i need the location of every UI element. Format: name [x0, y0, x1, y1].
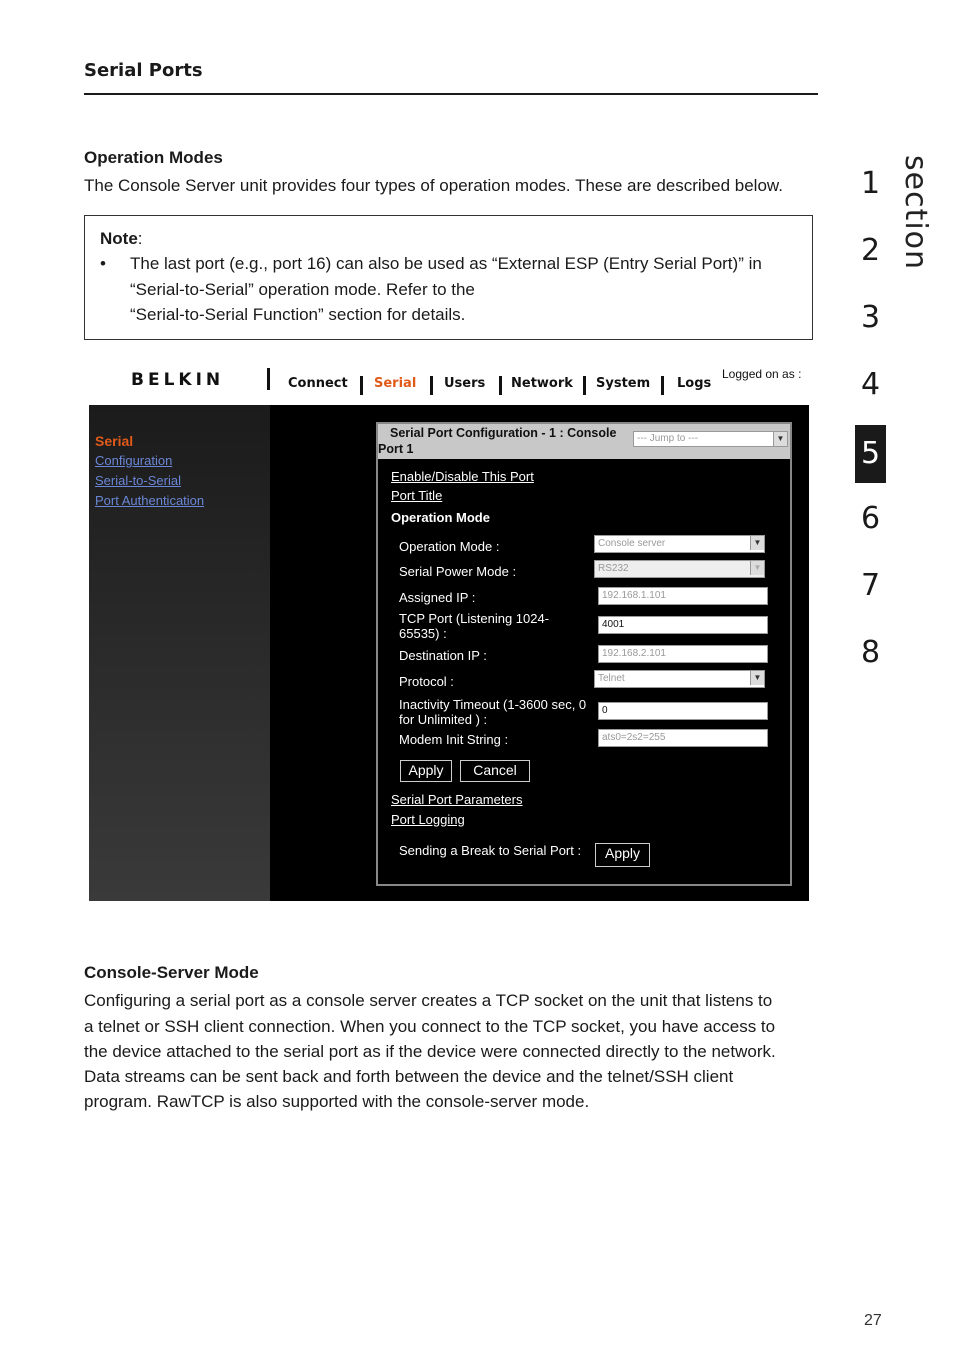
section-number-6: 6 — [860, 501, 881, 536]
inactivity-timeout-input[interactable]: 0 — [598, 702, 768, 720]
sidebar-link-port-authentication[interactable]: Port Authentication — [95, 493, 205, 508]
web-ui-screenshot — [89, 362, 809, 901]
break-label: Sending a Break to Serial Port : — [399, 843, 582, 858]
protocol-value: Telnet — [598, 673, 625, 684]
protocol-select[interactable] — [594, 670, 765, 688]
nav-users[interactable]: Users — [444, 376, 486, 391]
section-word: section — [898, 155, 933, 271]
console-server-line-2: a telnet or SSH client connection. When you connect to the TCP socket, you have access to — [84, 1017, 776, 1036]
operation-mode-select[interactable] — [594, 535, 765, 553]
panel-header — [378, 424, 790, 459]
tcp-port-label-line-2: 65535) : — [399, 626, 447, 641]
sidebar-heading-serial: Serial — [95, 433, 134, 449]
chevron-down-icon[interactable]: ▼ — [750, 536, 764, 550]
nav-network[interactable]: Network — [511, 376, 573, 391]
console-server-line-5: program. RawTCP is also supported with the console-server mode. — [84, 1092, 590, 1111]
nav-separator — [360, 376, 363, 395]
nav-separator — [267, 368, 270, 390]
note-label-line — [100, 226, 143, 251]
serial-power-mode-label: Serial Power Mode : — [399, 564, 517, 579]
apply-button[interactable]: Apply — [400, 760, 452, 782]
tcp-port-input[interactable]: 4001 — [598, 616, 768, 634]
page-header-title: Serial Ports — [84, 60, 203, 81]
console-server-line-4: Data streams can be sent back and forth between the device and the telnet/SSH client — [84, 1067, 734, 1086]
panel-title-line-2: Port 1 — [378, 442, 414, 456]
section-number-1: 1 — [860, 166, 881, 201]
serial-power-mode-select[interactable] — [594, 560, 765, 578]
operation-mode-value: Console server — [598, 538, 666, 549]
operation-modes-body: The Console Server unit provides four types of operation modes. These are described below. — [84, 176, 783, 195]
nav-separator — [430, 376, 433, 395]
panel-title-line-1: Serial Port Configuration - 1 : Console — [390, 426, 617, 440]
sidebar-link-configuration[interactable]: Configuration — [95, 453, 173, 468]
operation-mode-section-title: Operation Mode — [391, 510, 490, 525]
destination-ip-input[interactable]: 192.168.2.101 — [598, 645, 768, 663]
nav-serial[interactable]: Serial — [374, 376, 417, 391]
note-line-1: The last port (e.g., port 16) can also be used as “External ESP (Entry Serial Port)” in — [130, 254, 762, 273]
tcp-port-label-line-1: TCP Port (Listening 1024- — [399, 611, 550, 626]
nav-separator — [583, 376, 586, 395]
console-server-heading: Console-Server Mode — [84, 963, 259, 982]
belkin-logo: BELKIN — [131, 370, 225, 390]
section-number-5-active: 5 — [855, 425, 886, 483]
note-bullet: • — [100, 254, 106, 273]
link-port-title[interactable]: Port Title — [391, 488, 443, 503]
protocol-label: Protocol : — [399, 674, 454, 689]
modem-init-input[interactable]: ats0=2s2=255 — [598, 729, 768, 747]
nav-separator — [661, 376, 664, 395]
chevron-down-icon[interactable]: ▼ — [773, 432, 787, 446]
page-number: 27 — [864, 1312, 882, 1329]
serial-power-mode-value: RS232 — [598, 563, 629, 574]
section-number-4: 4 — [860, 367, 881, 402]
link-port-logging[interactable]: Port Logging — [391, 812, 465, 827]
chevron-down-icon[interactable]: ▼ — [750, 561, 764, 575]
header-rule — [84, 93, 818, 95]
section-number-3: 3 — [860, 300, 881, 335]
cancel-button[interactable]: Cancel — [460, 760, 530, 782]
note-line-3: “Serial-to-Serial Function” section for details. — [130, 305, 466, 324]
inactivity-label-line-1: Inactivity Timeout (1-3600 sec, 0 — [399, 697, 587, 712]
nav-separator — [499, 376, 502, 395]
sidebar-link-serial-to-serial[interactable]: Serial-to-Serial — [95, 473, 181, 488]
note-label: Note — [100, 229, 138, 248]
destination-ip-label: Destination IP : — [399, 648, 487, 663]
jump-to-select[interactable] — [633, 431, 788, 447]
config-panel — [376, 422, 792, 886]
nav-system[interactable]: System — [596, 376, 651, 391]
section-number-2: 2 — [860, 233, 881, 268]
section-number-7: 7 — [860, 568, 881, 603]
note-line-2: “Serial-to-Serial” operation mode. Refer to the — [130, 280, 475, 299]
top-bar — [89, 362, 809, 405]
inactivity-label-line-2: for Unlimited ) : — [399, 712, 488, 727]
link-enable-disable-port[interactable]: Enable/Disable This Port — [391, 469, 534, 484]
console-server-line-1: Configuring a serial port as a console server creates a TCP socket on the unit that listens to — [84, 991, 773, 1010]
section-number-8: 8 — [860, 635, 881, 670]
break-apply-button[interactable]: Apply — [595, 843, 650, 867]
assigned-ip-label: Assigned IP : — [399, 590, 476, 605]
operation-modes-heading: Operation Modes — [84, 148, 223, 167]
nav-connect[interactable]: Connect — [288, 376, 348, 391]
sidebar — [89, 405, 270, 901]
logged-on-as: Logged on as : — [722, 367, 802, 381]
link-serial-port-parameters[interactable]: Serial Port Parameters — [391, 792, 523, 807]
modem-init-label: Modem Init String : — [399, 732, 509, 747]
operation-mode-label: Operation Mode : — [399, 539, 500, 554]
console-server-line-3: the device attached to the serial port as if the device were connected directly to the network. — [84, 1042, 776, 1061]
nav-logs[interactable]: Logs — [677, 376, 712, 391]
note-box — [84, 215, 813, 340]
jump-to-value: --- Jump to --- — [637, 433, 699, 444]
note-colon: : — [137, 229, 143, 248]
chevron-down-icon[interactable]: ▼ — [750, 671, 764, 685]
assigned-ip-input[interactable]: 192.168.1.101 — [598, 587, 768, 605]
